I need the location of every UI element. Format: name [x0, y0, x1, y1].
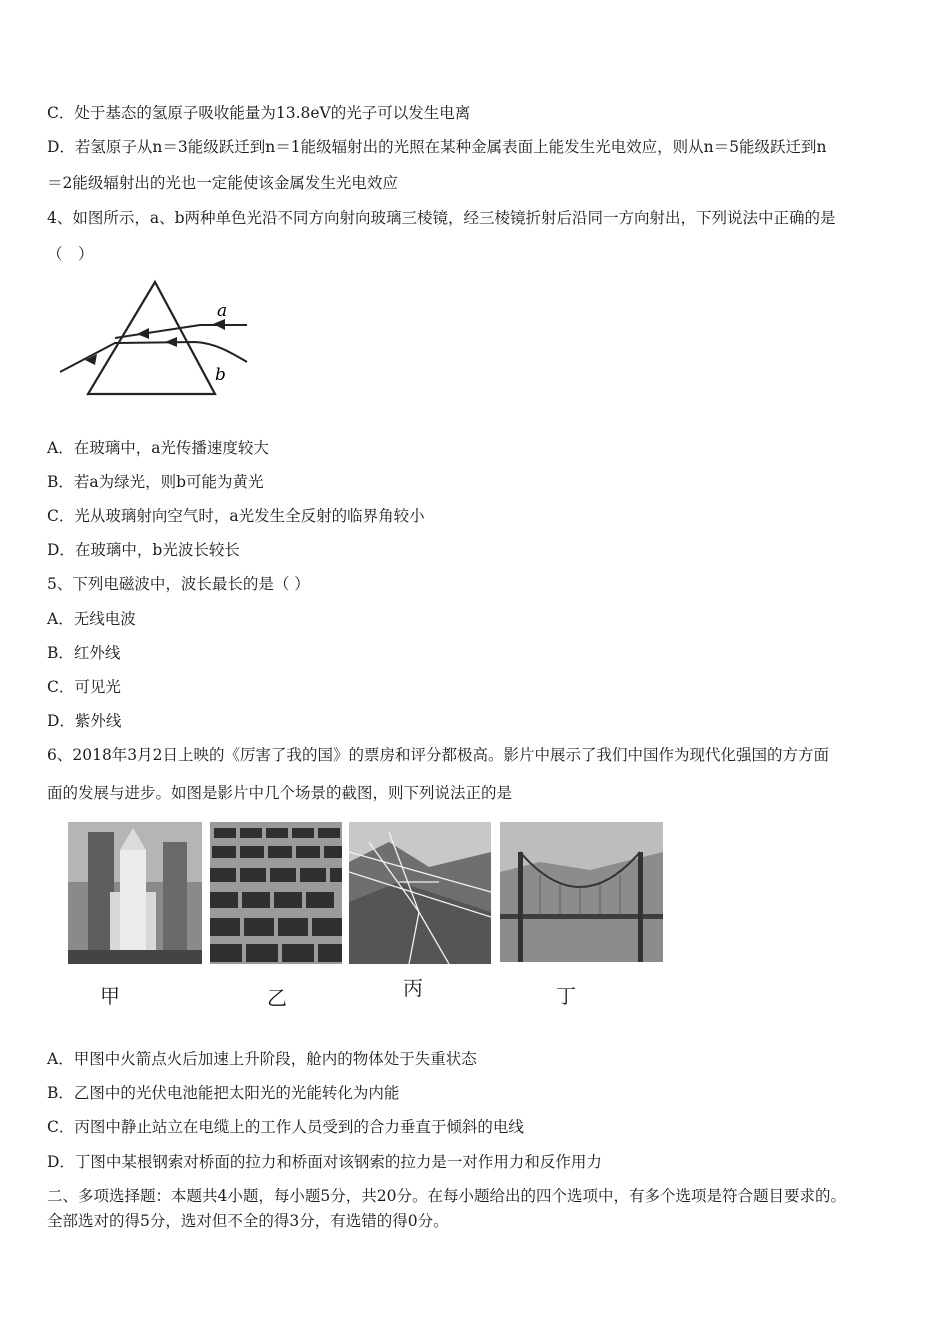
- q6-option-d: D．丁图中某根钢索对桥面的拉力和桥面对该钢索的拉力是一对作用力和反作用力: [47, 1153, 602, 1171]
- q6-stem-line1: 6、2018年3月2日上映的《厉害了我的国》的票房和评分都极高。影片中展示了我们中国作为现代化强国的方方面: [47, 746, 830, 764]
- prism-triangle: [88, 282, 215, 394]
- q5-option-b: B．红外线: [47, 644, 121, 662]
- ray-b-arrow: [165, 337, 177, 347]
- photo-solar-panels: [210, 822, 342, 964]
- q5-option-d: D．紫外线: [47, 712, 122, 730]
- photo-bridge: [500, 822, 663, 962]
- photo-label-jia: 甲: [100, 984, 120, 1008]
- ray-a-arrow: [137, 328, 149, 339]
- q4-option-d: D．在玻璃中，b光波长较长: [47, 541, 240, 559]
- photo-rocket: [68, 822, 202, 964]
- q4-option-b: B．若a为绿光，则b可能为黄光: [47, 473, 264, 491]
- q4-option-a: A．在玻璃中，a光传播速度较大: [47, 439, 269, 457]
- q4-stem-line1: 4、如图所示，a、b两种单色光沿不同方向射向玻璃三棱镜，经三棱镜折射后沿同一方向射出，下列说法中正确的是: [47, 209, 836, 227]
- q4-option-c: C．光从玻璃射向空气时，a光发生全反射的临界角较小: [47, 507, 425, 525]
- q3-option-c: C．处于基态的氢原子吸收能量为13.8eV的光子可以发生电离: [47, 104, 471, 122]
- q3-option-d-line2: ＝2能级辐射出的光也一定能使该金属发生光电效应: [47, 174, 398, 192]
- q4-stem-line2: （ ）: [47, 245, 94, 263]
- q6-option-b: B．乙图中的光伏电池能把太阳光的光能转化为内能: [47, 1084, 400, 1102]
- q3-option-d-line1: D．若氢原子从n＝3能级跃迁到n＝1能级辐射出的光照在某种金属表面上能发生光电效应，则从n＝5能级跃迁到n: [47, 138, 827, 156]
- q6-stem-line2: 面的发展与进步。如图是影片中几个场景的截图，则下列说法正的是: [47, 784, 513, 802]
- q5-option-a: A．无线电波: [47, 610, 136, 628]
- label-a: a: [217, 301, 228, 321]
- photo-label-bing: 丙: [403, 976, 423, 1000]
- photo-power-line: [349, 822, 491, 964]
- q6-option-c: C．丙图中静止站立在电缆上的工作人员受到的合力垂直于倾斜的电线: [47, 1118, 524, 1136]
- section2-heading-line1: 二、多项选择题：本题共4小题，每小题5分，共20分。在每小题给出的四个选项中，有多个选项是符合题目要求的。: [47, 1187, 846, 1205]
- section2-heading-line2: 全部选对的得5分，选对但不全的得3分，有选错的得0分。: [47, 1212, 449, 1230]
- prism-diagram: [55, 270, 260, 400]
- photo-label-ding: 丁: [556, 984, 576, 1008]
- q6-option-a: A．甲图中火箭点火后加速上升阶段，舱内的物体处于失重状态: [47, 1050, 477, 1068]
- q5-stem: 5、下列电磁波中，波长最长的是（ ）: [47, 575, 310, 593]
- q5-option-c: C．可见光: [47, 678, 121, 696]
- label-b: b: [215, 365, 226, 385]
- photo-label-yi: 乙: [267, 986, 287, 1010]
